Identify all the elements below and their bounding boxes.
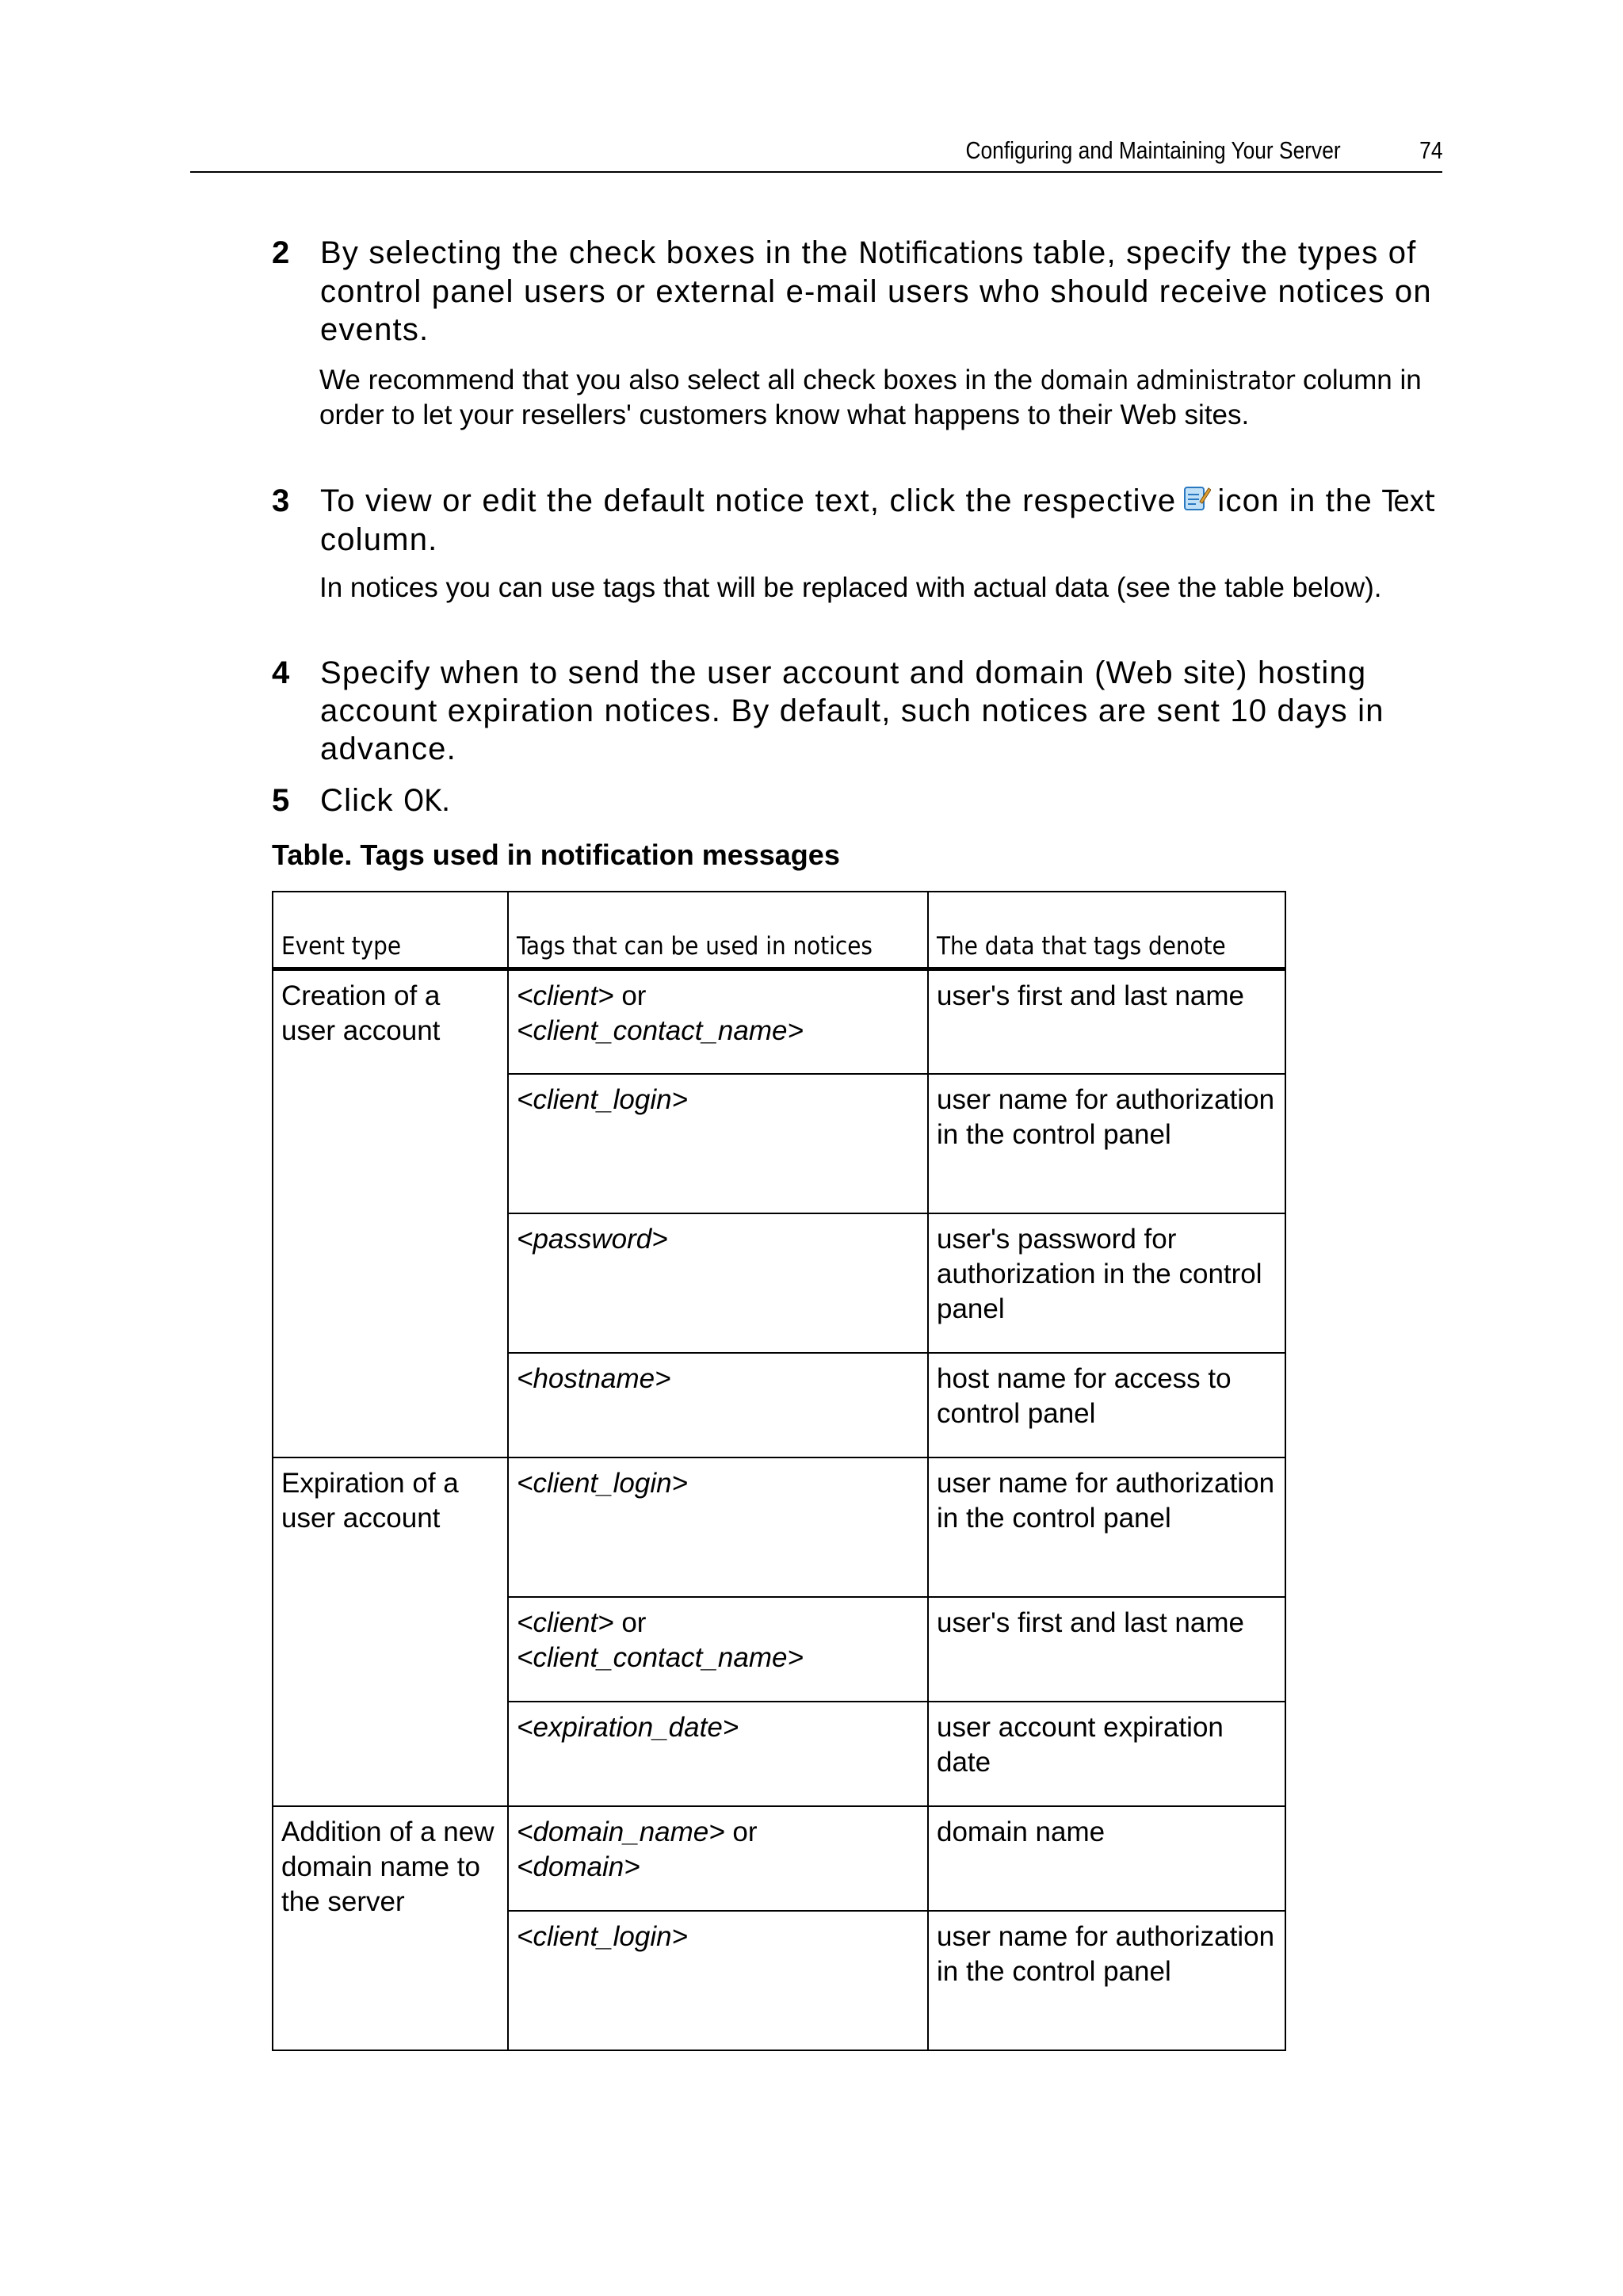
ui-term-notifications: Notifications <box>858 236 1024 270</box>
chapter-title: Configuring and Maintaining Your Server <box>965 136 1341 164</box>
step-number: 4 <box>272 655 290 690</box>
column-header: The data that tags denote <box>928 892 1285 969</box>
step-number: 5 <box>272 783 290 818</box>
column-header: Tags that can be used in notices <box>508 892 928 969</box>
event-type-cell: Expiration of a user account <box>273 1457 508 1806</box>
data-cell: user account expiration date <box>928 1702 1285 1806</box>
step-text: To view or edit the default notice text, click the respective icon in the Text column. <box>320 483 1435 557</box>
table-caption: Table. Tags used in notification messages <box>272 839 840 871</box>
table-row <box>273 969 1285 1074</box>
step-3 <box>273 482 1445 559</box>
tag-cell: <client_login> <box>508 1457 928 1597</box>
data-cell: user's password for authorization in the control panel <box>928 1213 1285 1353</box>
edit-notice-icon <box>1182 484 1211 513</box>
step-text: Click OK. <box>320 783 452 818</box>
data-cell: user's first and last name <box>928 969 1285 1074</box>
data-cell: host name for access to control panel <box>928 1353 1285 1457</box>
data-cell: user name for authorization in the control panel <box>928 1074 1285 1213</box>
step-text: By selecting the check boxes in the Notifications table, specify the types of control panel users or external e-mail users who should receive notices on events. <box>320 235 1432 347</box>
data-cell: user name for authorization in the control panel <box>928 1911 1285 2050</box>
table-header-row <box>273 892 1285 969</box>
data-cell: domain name <box>928 1806 1285 1911</box>
table-row <box>273 1457 1285 1597</box>
tag-cell: <client> or <client_contact_name> <box>508 1597 928 1702</box>
step-text: Specify when to send the user account and domain (Web site) hosting account expiration notices. By default, such notices are sent 10 days in advance. <box>320 655 1384 766</box>
tag-cell: <domain_name> or <domain> <box>508 1806 928 1911</box>
tag-cell: <client_login> <box>508 1911 928 2050</box>
tags-table <box>272 891 1286 2051</box>
column-header: Event type <box>273 892 508 969</box>
note-tags: In notices you can use tags that will be replaced with actual data (see the table below). <box>319 572 1382 603</box>
page-header <box>190 133 1442 173</box>
event-type-cell: Creation of a user account <box>273 969 508 1457</box>
table-row <box>273 1806 1285 1911</box>
step-number: 3 <box>272 483 290 518</box>
tag-cell: <client_login> <box>508 1074 928 1213</box>
step-number: 2 <box>272 235 290 270</box>
note-recommend: We recommend that you also select all check boxes in the domain administrator column in order to let your resellers' customers know what happens to their Web sites. <box>319 365 1422 430</box>
step-2 <box>273 234 1445 349</box>
tag-cell: <password> <box>508 1213 928 1353</box>
data-cell: user name for authorization in the control panel <box>928 1457 1285 1597</box>
tag-cell: <expiration_date> <box>508 1702 928 1806</box>
tag-cell: <client> or <client_contact_name> <box>508 969 928 1074</box>
data-cell: user's first and last name <box>928 1597 1285 1702</box>
ui-term-domain-admin: domain administrator <box>1040 365 1296 395</box>
event-type-cell: Addition of a new domain name to the server <box>273 1806 508 2050</box>
ui-term-ok: OK <box>403 784 442 818</box>
step-5 <box>273 781 1445 820</box>
ui-term-text: Text <box>1382 484 1435 518</box>
page-number: 74 <box>1419 136 1442 164</box>
step-4 <box>273 654 1445 768</box>
tag-cell: <hostname> <box>508 1353 928 1457</box>
